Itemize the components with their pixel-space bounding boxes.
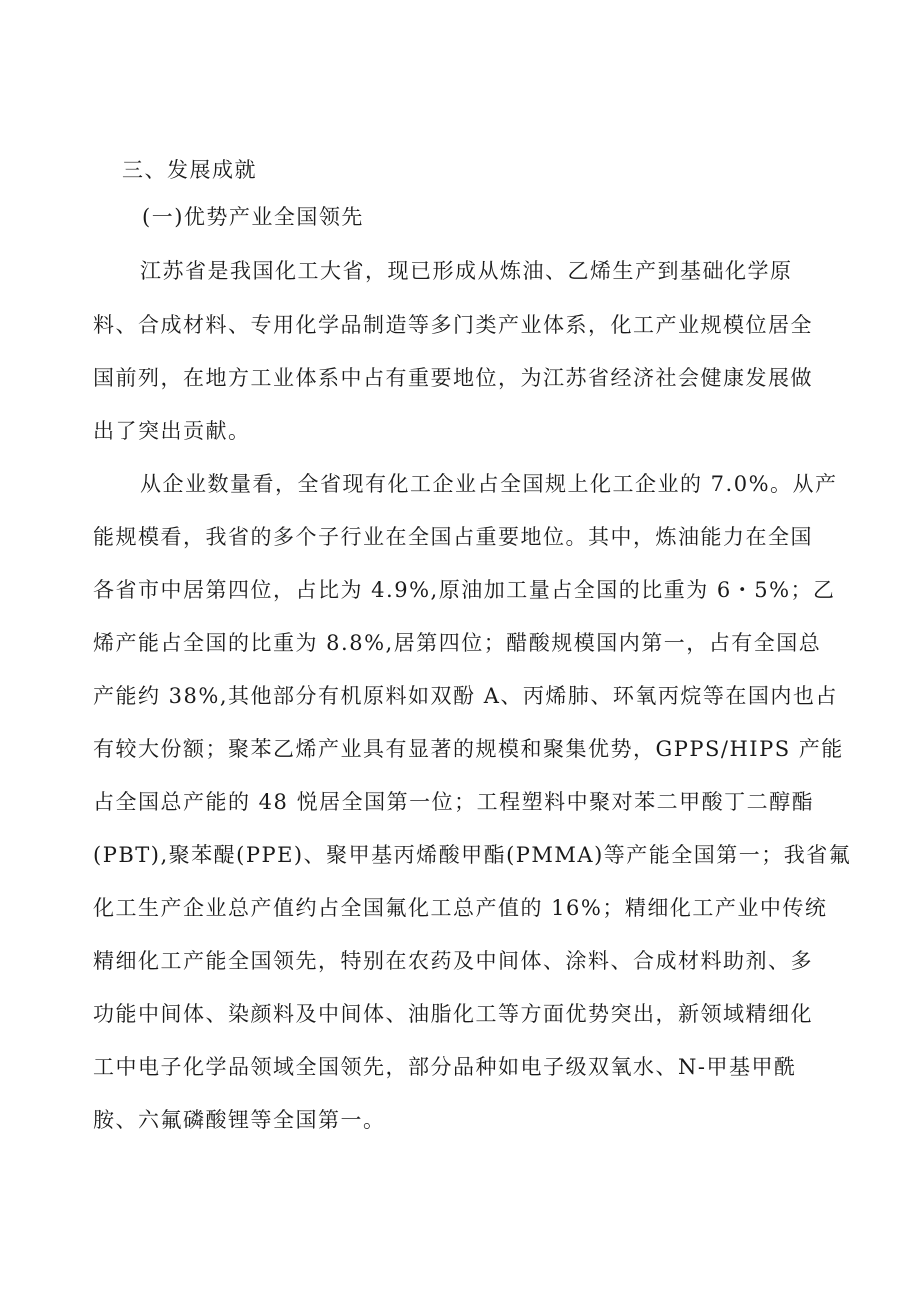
paragraph-line: 从企业数量看，全省现有化工企业占全国规上化工企业的 7.0%。从产 [140,472,838,496]
paragraph-line: 占全国总产能的 48 悦居全国第一位；工程塑料中聚对苯二甲酸丁二醇酯 [93,790,815,814]
paragraph-line: 功能中间体、染颜料及中间体、油脂化工等方面优势突出，新领域精细化 [93,1002,813,1026]
paragraph-line: 工中电子化学品领域全国领先，部分品种如电子级双氧水、N-甲基甲酰 [93,1055,797,1079]
paragraph-line: 烯产能占全国的比重为 8.8%,居第四位；醋酸规模国内第一，占有全国总 [93,631,822,655]
paragraph-line: 能规模看，我省的多个子行业在全国占重要地位。其中，炼油能力在全国 [93,525,813,549]
paragraph-line: 有较大份额；聚苯乙烯产业具有显著的规模和聚集优势，GPPS/HIPS 产能 [93,737,844,761]
paragraph-line: 各省市中居第四位，占比为 4.9%,原油加工量占全国的比重为 6・5%；乙 [93,578,836,602]
paragraph-line: 产能约 38%,其他部分有机原料如双酚 A、丙烯肺、环氧丙烷等在国内也占 [93,684,838,708]
section-heading: 三、发展成就 [122,158,257,182]
paragraph-line: 江苏省是我国化工大省，现已形成从炼油、乙烯生产到基础化学原 [140,259,793,283]
subsection-heading: (一)优势产业全国领先 [142,205,364,229]
paragraph-line: 国前列，在地方工业体系中占有重要地位，为江苏省经济社会健康发展做 [93,366,813,390]
paragraph-line: 精细化工产能全国领先，特别在农药及中间体、涂料、合成材料助剂、多 [93,949,813,973]
paragraph-line: 胺、六氟磷酸锂等全国第一。 [93,1108,386,1132]
paragraph-line: 化工生产企业总产值约占全国氟化工总产值的 16%；精细化工产业中传统 [93,896,828,920]
paragraph-line: 料、合成材料、专用化学品制造等多门类产业体系，化工产业规模位居全 [93,313,813,337]
paragraph-line: 出了突出贡献。 [93,419,251,443]
paragraph-line: (PBT),聚苯醍(PPE)、聚甲基丙烯酸甲酯(PMMA)等产能全国第一；我省氟 [93,843,852,867]
